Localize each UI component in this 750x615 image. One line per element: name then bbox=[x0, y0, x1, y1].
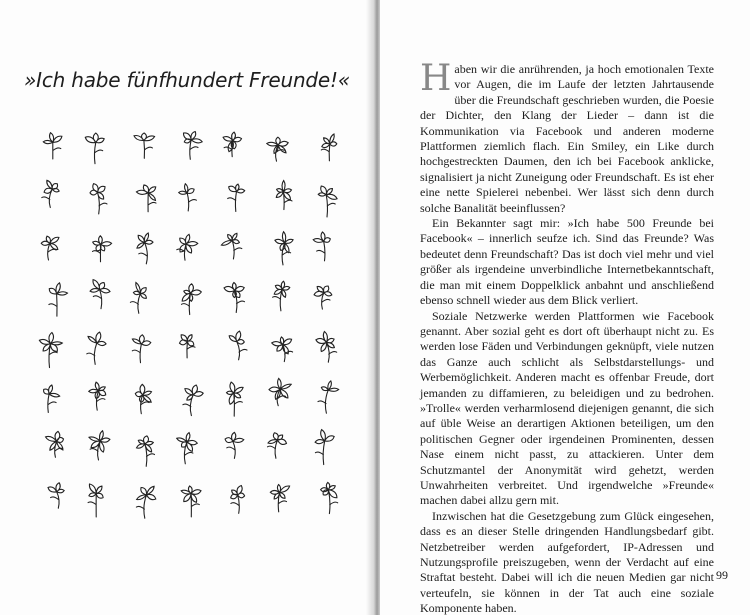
flower-stroke bbox=[231, 486, 245, 514]
flower-sketch bbox=[276, 181, 292, 210]
flower-stroke bbox=[269, 378, 291, 405]
hand-drawn-flower-grid-icon bbox=[30, 128, 350, 528]
flower-stroke bbox=[225, 432, 244, 458]
flower-sketch bbox=[315, 430, 334, 465]
flower-sketch bbox=[231, 486, 245, 514]
flower-stroke bbox=[268, 433, 287, 459]
flower-stroke bbox=[42, 180, 59, 207]
flower-sketch bbox=[224, 283, 245, 313]
flower-sketch bbox=[183, 385, 203, 416]
flower-sketch bbox=[93, 236, 112, 262]
flower-sketch bbox=[90, 184, 107, 214]
flower-stroke bbox=[183, 132, 202, 160]
flower-sketch bbox=[132, 335, 151, 363]
flower-sketch bbox=[275, 232, 293, 265]
flower-stroke bbox=[136, 486, 155, 518]
flower-sketch bbox=[137, 436, 155, 466]
flower-stroke bbox=[183, 385, 203, 416]
flower-sketch bbox=[183, 132, 202, 160]
flower-sketch bbox=[180, 335, 196, 358]
chapter-title: »Ich habe fünfhundert Freunde!« bbox=[24, 68, 350, 92]
flower-sketch bbox=[267, 137, 288, 161]
flower-sketch bbox=[177, 234, 198, 260]
flower-stroke bbox=[44, 385, 60, 413]
flower-stroke bbox=[137, 233, 153, 264]
flower-stroke bbox=[275, 232, 293, 265]
flower-sketch bbox=[43, 133, 62, 159]
flower-stroke bbox=[267, 137, 288, 161]
right-page bbox=[380, 0, 750, 615]
flower-stroke bbox=[227, 382, 244, 416]
flower-sketch bbox=[321, 134, 337, 161]
paragraph-4: Inzwischen hat die Gesetzgebung zum Glück eingesehen, dass es an dieser Stelle dringenden Handlungsbedarf gibt. Netzbetreiber werden aufgefordert, IP-Adressen und Nutzungsprofile preiszugeben, wenn der Verdacht auf eine Straftat besteht. Dabei will ich die neuen Medien gar nicht verteufeln, sie können in der Tat auch eine soziale Komponente haben. bbox=[420, 508, 714, 615]
flower-stroke bbox=[90, 280, 110, 309]
flower-stroke bbox=[137, 436, 155, 466]
flower-stroke bbox=[182, 284, 202, 315]
flower-sketch bbox=[181, 486, 201, 517]
body-text bbox=[420, 58, 714, 615]
left-page bbox=[0, 0, 374, 615]
flower-sketch bbox=[88, 484, 103, 517]
flower-stroke bbox=[270, 485, 289, 512]
flower-sketch bbox=[223, 132, 241, 157]
flower-sketch bbox=[182, 284, 202, 315]
flower-stroke bbox=[181, 486, 201, 517]
flower-sketch bbox=[228, 184, 245, 211]
flower-stroke bbox=[177, 433, 198, 464]
flower-sketch bbox=[314, 286, 332, 309]
flower-stroke bbox=[132, 335, 151, 363]
flower-sketch bbox=[177, 433, 198, 464]
flower-sketch bbox=[41, 236, 59, 260]
flower-stroke bbox=[314, 286, 332, 309]
flower-stroke bbox=[272, 337, 293, 362]
flower-stroke bbox=[318, 381, 339, 413]
flower-stroke bbox=[321, 482, 338, 513]
flower-sketch bbox=[89, 431, 110, 460]
paragraph-3: Soziale Netzwerke werden Plattformen wie Facebook genannt. Aber sozial geht es dort oft überhaupt nicht zu. Es werden lose Fäden und Verbindungen geknüpft, viele nutzen das Ganze auch schlicht als Selbstdarstellungs- und Werbemöglichkeit. Anderen macht es offenbar Freude, dort jemanden zu diffamieren, zu beleidigen und zu bedrohen. »Trolle« werden verharmlosend diejenigen genannt, die sich auf üble Weise an derartigen Aktionen beteiligen, um den politischen Gegner oder irgendeinen Prominenten, dessen Nase einem nicht passt, zu attackieren. Unter dem Schutzmantel der Anonymität wird gehetzt, werden Unwahrheiten verbreitet. Und irgendwelche »Freunde« machen dabei allzu gern mit. bbox=[420, 308, 714, 508]
flower-sketch bbox=[229, 331, 247, 360]
flower-stroke bbox=[177, 234, 198, 260]
flower-stroke bbox=[87, 332, 106, 364]
flower-sketch bbox=[316, 332, 337, 363]
flower-stroke bbox=[221, 233, 241, 259]
flower-sketch bbox=[90, 280, 110, 309]
paragraph-2: Ein Bekannter sagt mir: »Ich habe 500 Freunde bei Facebook« – innerlich seufze ich. Sind das Freunde? Was bedeutet denn Freundschaft? Das ist doch viel mehr und viel größer als irgendeine unverbindliche Internetbekanntschaft, die man mit einem Doppelklick anbahnt und anschließend ebenso schnell wieder aus dem Blick verliert. bbox=[420, 216, 714, 308]
flower-sketch bbox=[318, 381, 339, 413]
flower-stroke bbox=[273, 281, 290, 311]
flower-sketch bbox=[321, 482, 338, 513]
flower-stroke bbox=[93, 236, 112, 262]
flower-sketch bbox=[49, 283, 68, 316]
flower-stroke bbox=[43, 133, 62, 159]
flower-sketch bbox=[273, 281, 290, 311]
flower-stroke bbox=[318, 186, 337, 217]
flower-sketch bbox=[135, 384, 151, 413]
flower-sketch bbox=[87, 332, 106, 364]
flower-stroke bbox=[179, 184, 197, 211]
flower-sketch bbox=[39, 333, 62, 368]
flower-sketch bbox=[85, 133, 104, 164]
flower-stroke bbox=[276, 181, 292, 210]
flower-sketch bbox=[268, 433, 287, 459]
flower-stroke bbox=[90, 184, 107, 214]
flower-stroke bbox=[316, 332, 337, 363]
flower-sketch bbox=[46, 431, 64, 457]
flower-sketch bbox=[272, 337, 293, 362]
flower-sketch bbox=[136, 486, 155, 518]
flower-stroke bbox=[85, 133, 104, 164]
flower-stroke bbox=[313, 232, 330, 261]
flower-sketch bbox=[318, 186, 337, 217]
flower-stroke bbox=[224, 283, 245, 313]
flower-stroke bbox=[229, 331, 247, 360]
flower-stroke bbox=[315, 430, 334, 465]
flower-stroke bbox=[48, 483, 64, 508]
flower-stroke bbox=[228, 184, 245, 211]
flower-sketch bbox=[269, 378, 291, 405]
flower-stroke bbox=[41, 236, 59, 260]
flower-sketch bbox=[137, 233, 153, 264]
flower-sketch bbox=[42, 180, 59, 207]
flower-sketch bbox=[179, 184, 197, 211]
flower-sketch bbox=[44, 385, 60, 413]
flower-sketch bbox=[221, 233, 241, 259]
drop-cap: H bbox=[420, 58, 452, 99]
flower-stroke bbox=[135, 384, 151, 413]
flower-sketch bbox=[134, 133, 155, 158]
flower-sketch bbox=[48, 483, 64, 508]
flower-stroke bbox=[89, 431, 110, 460]
paragraph-1 bbox=[420, 58, 714, 216]
flower-stroke bbox=[46, 431, 64, 457]
flower-stroke bbox=[321, 134, 337, 161]
paragraph-1-text: aben wir die anrührenden, ja hoch emotionalen Texte vor Augen, die im Laufe der letzten Jahrtausende über die Freundschaft geschrieben wurden, die Poesie der Dichter, den Klang der Lieder – dann ist die Kommunikation via Facebook und anderen moderne Plattformen ziemlich flach. Ein Smiley, ein Like durch hochgestreckten Daumen, den ich bei Facebook anklicke, signalisiert ja nicht Zuneigung oder Freundschaft. Es ist eher eine nette Spielerei nebenbei. Wer lässt sich denn durch solche Banalität beeinflussen? bbox=[420, 62, 714, 215]
flower-stroke bbox=[130, 282, 146, 313]
flower-sketch bbox=[225, 432, 244, 458]
flower-stroke bbox=[39, 333, 62, 368]
flower-stroke bbox=[134, 133, 155, 158]
page-number: 99 bbox=[716, 568, 728, 582]
flower-sketch bbox=[270, 485, 289, 512]
flower-stroke bbox=[49, 283, 68, 316]
flower-sketch bbox=[313, 232, 330, 261]
flower-stroke bbox=[89, 382, 106, 410]
flower-sketch bbox=[130, 282, 146, 313]
flower-sketch bbox=[89, 382, 106, 410]
flower-sketch bbox=[136, 185, 156, 212]
flower-stroke bbox=[136, 185, 156, 212]
flower-stroke bbox=[223, 132, 241, 157]
flower-sketch bbox=[227, 382, 244, 416]
flower-stroke bbox=[88, 484, 103, 517]
flower-stroke bbox=[180, 335, 196, 358]
